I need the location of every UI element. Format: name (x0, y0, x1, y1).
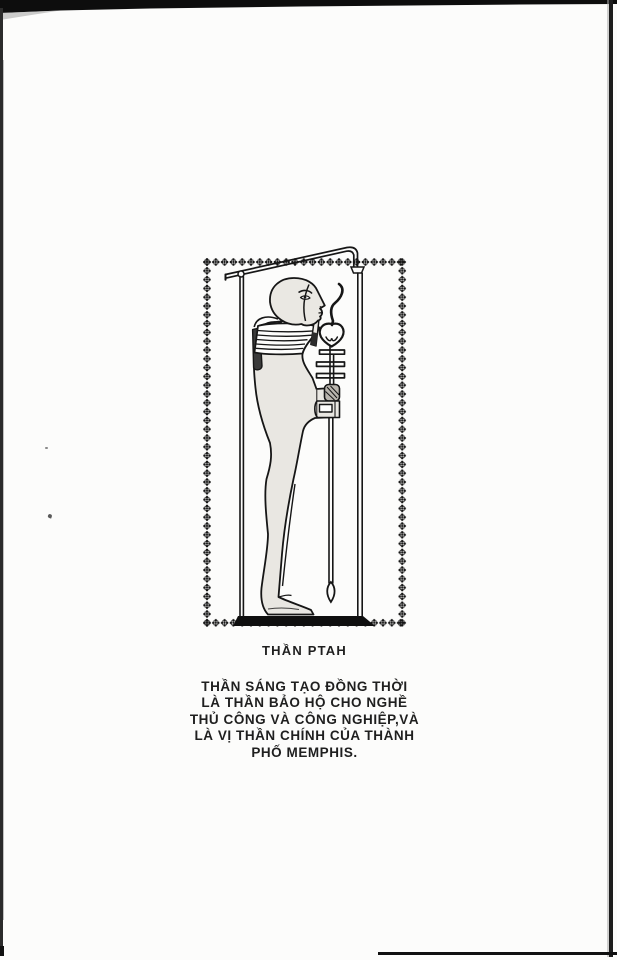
usekh-collar (255, 323, 320, 354)
ptah-figure (253, 278, 340, 615)
pedestal (233, 616, 375, 626)
dust-speck (48, 514, 52, 518)
ptah-illustration-figure (198, 238, 410, 636)
head-skullcap (270, 278, 325, 325)
description-line: LÀ VỊ THẦN CHÍNH CỦA THÀNH (194, 728, 415, 744)
left-scan-edge-soft (3, 60, 4, 920)
description-line: PHỐ MEMPHIS. (251, 744, 358, 760)
right-scan-edge (609, 0, 613, 957)
description-line: THẦN SÁNG TẠO ĐỒNG THỜI (201, 679, 408, 694)
dust-speck (45, 447, 48, 449)
bottom-scan-edge (378, 952, 617, 955)
bottom-left-ink-blob (0, 946, 4, 956)
description-text (0, 679, 613, 761)
illustration-caption: THẦN PTAH (262, 643, 347, 658)
description-line: LÀ THẦN BẢO HỘ CHO NGHỀ (201, 695, 408, 711)
was-ankh-djed-scepter (317, 284, 345, 602)
top-scan-edge (0, 0, 617, 24)
ptah-body (254, 321, 338, 615)
ptah-illustration (198, 238, 410, 636)
description-line: THỦ CÔNG VÀ CÔNG NGHIỆP,VÀ (189, 711, 420, 727)
